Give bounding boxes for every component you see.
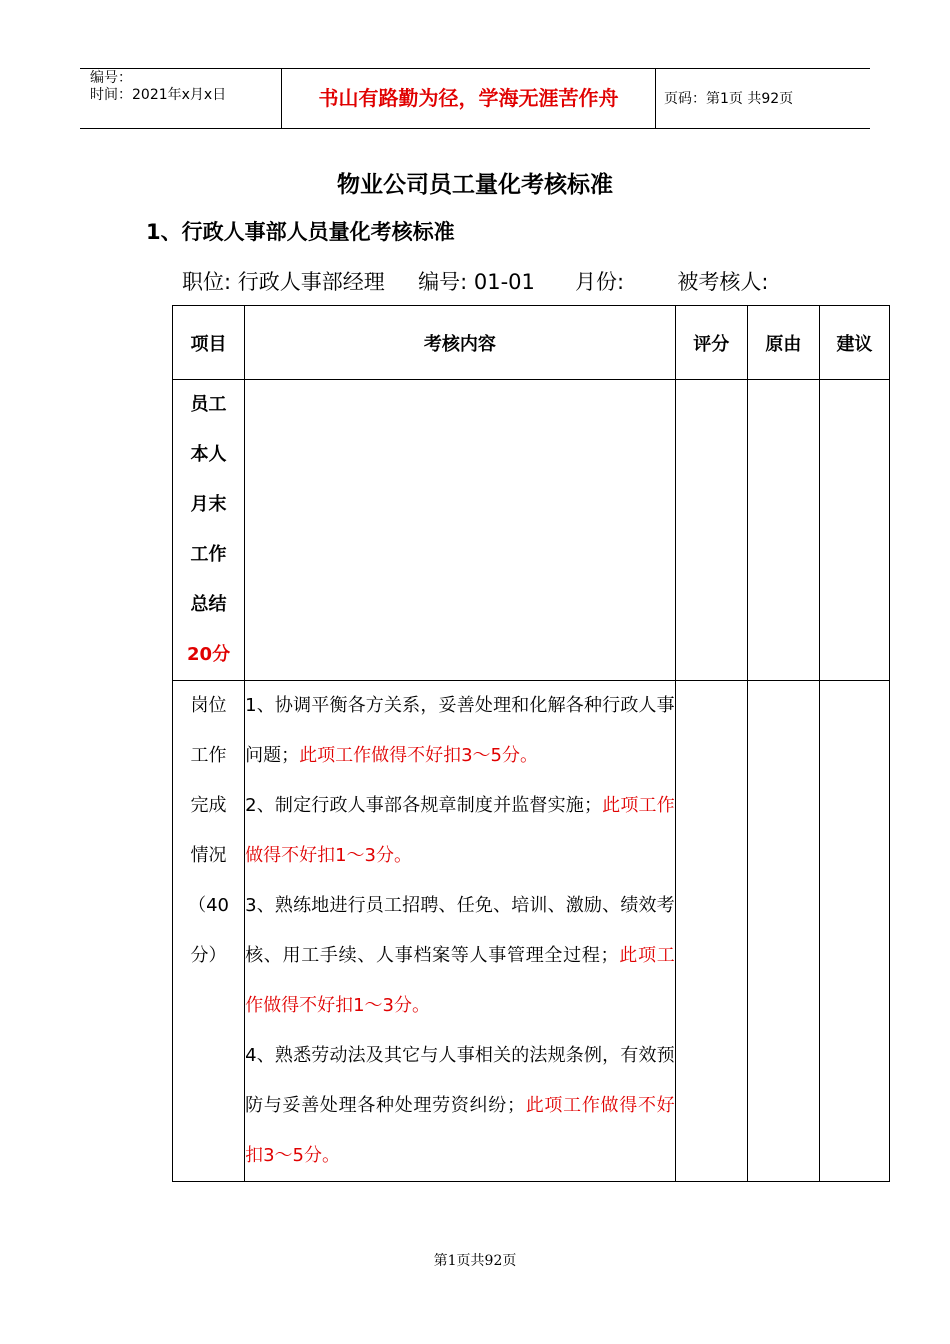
suggestion-cell <box>819 681 889 1182</box>
document-title: 物业公司员工量化考核标准 <box>337 172 613 198</box>
criteria-penalty: 此项工作做得不好扣3～5分。 <box>245 1095 675 1166</box>
criteria-text: 3、熟练地进行员工招聘、任免、培训、激励、绩效考核、用工手续、人事档案等人事管理全过程； <box>245 895 675 966</box>
content-cell <box>245 380 676 681</box>
table-header-row <box>173 306 890 380</box>
time-label: 时间：2021年x月x日 <box>90 87 227 103</box>
criteria-text: 1、协调平衡各方关系，妥善处理和化解各种行政人事问题； <box>245 695 675 766</box>
content-cell <box>245 681 676 1182</box>
header-meta <box>90 70 226 104</box>
item-line: 工作 <box>190 745 227 766</box>
criteria-item <box>245 881 675 1031</box>
item-score: 20分 <box>187 644 231 665</box>
item-line: 情况 <box>190 845 227 866</box>
score-cell <box>675 380 747 681</box>
item-line: 月末 <box>190 494 227 515</box>
criteria-item <box>245 781 675 881</box>
suggestion-cell <box>819 380 889 681</box>
item-cell <box>173 380 245 681</box>
header-bottom-rule <box>80 128 870 129</box>
item-line: 本人 <box>190 444 227 465</box>
item-line: 员工 <box>190 394 227 415</box>
item-line: 分） <box>190 945 227 966</box>
item-line: （40 <box>188 895 229 916</box>
criteria-item <box>245 1031 675 1181</box>
criteria-penalty: 此项工作做得不好扣3～5分。 <box>299 745 538 766</box>
number-label: 编号： <box>90 70 132 86</box>
item-cell <box>173 681 245 1182</box>
header-motto: 书山有路勤为径，学海无涯苦作舟 <box>318 86 619 110</box>
position-info-line: 职位: 行政人事部经理 编号: 01-01 月份: 被考核人: <box>182 270 769 294</box>
header-cell-suggestion: 建议 <box>819 306 889 380</box>
header-page-info: 页码：第1页 共92页 <box>664 91 794 107</box>
header-divider <box>655 68 656 128</box>
header-cell-reason: 原由 <box>747 306 819 380</box>
criteria-penalty: 此项工作做得不好扣1～3分。 <box>245 795 675 866</box>
item-line: 工作 <box>190 544 227 565</box>
table-row <box>173 681 890 1182</box>
item-line: 完成 <box>190 795 227 816</box>
header-top-rule <box>80 68 870 69</box>
criteria-item <box>245 681 675 781</box>
header-cell-content: 考核内容 <box>245 306 676 380</box>
header-cell-item: 项目 <box>173 306 245 380</box>
criteria-text: 2、制定行政人事部各规章制度并监督实施； <box>245 795 602 816</box>
reason-cell <box>747 380 819 681</box>
header-cell-score: 评分 <box>675 306 747 380</box>
reason-cell <box>747 681 819 1182</box>
table-row <box>173 380 890 681</box>
criteria-penalty: 此项工作做得不好扣1～3分。 <box>245 945 675 1016</box>
criteria-text: 4、熟悉劳动法及其它与人事相关的法规条例，有效预防与妥善处理各种处理劳资纠纷； <box>245 1045 675 1116</box>
page-footer: 第1页共92页 <box>433 1253 517 1269</box>
section-title: 1、行政人事部人员量化考核标准 <box>146 220 455 244</box>
item-line: 岗位 <box>190 695 227 716</box>
item-line: 总结 <box>190 594 227 615</box>
assessment-table <box>172 305 890 1182</box>
score-cell <box>675 681 747 1182</box>
